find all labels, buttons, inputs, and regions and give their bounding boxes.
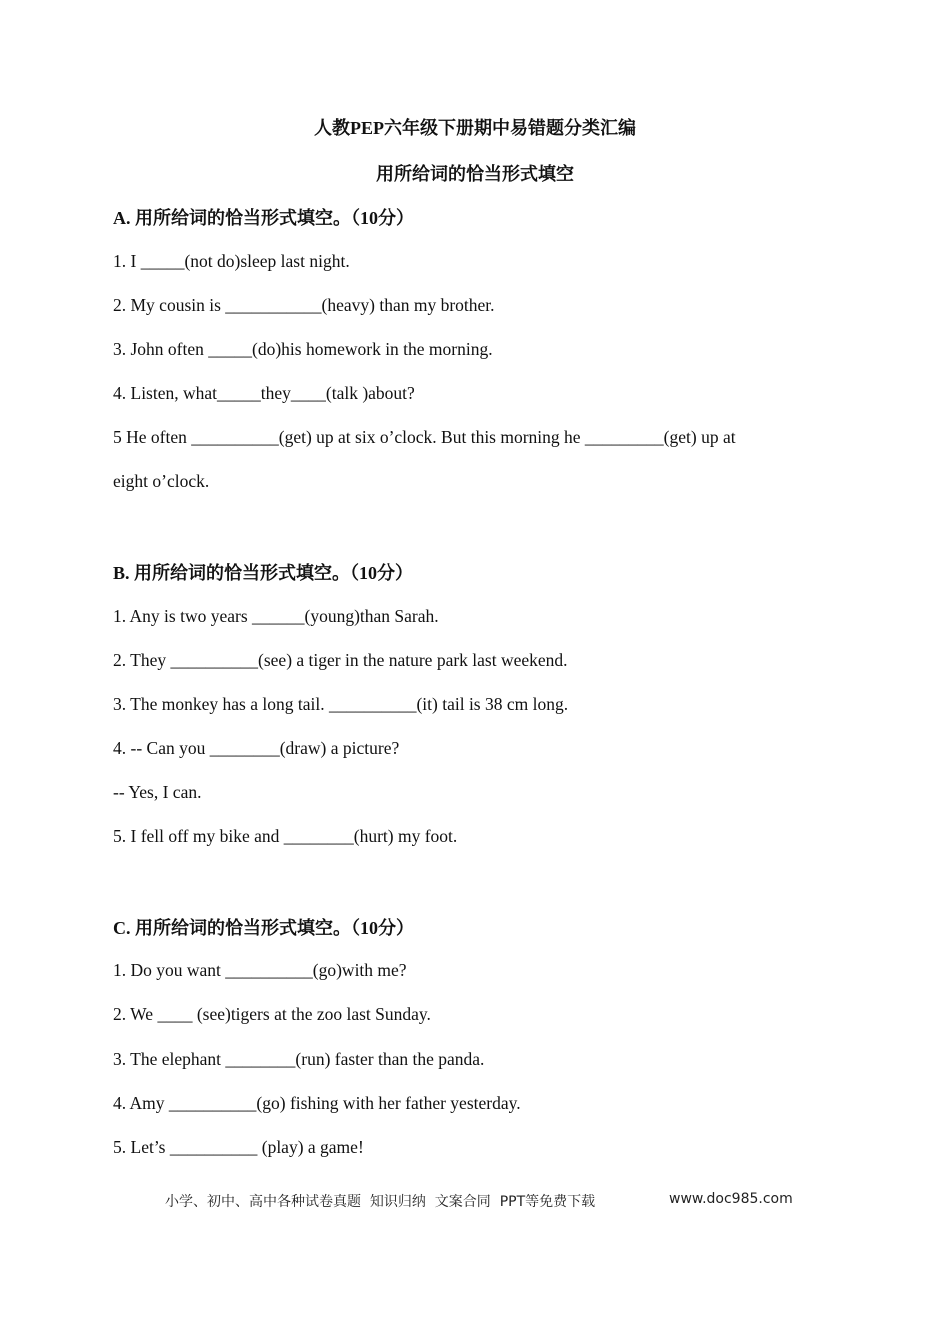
section-a-item-2: 2. My cousin is ___________(heavy) than my brother. [113, 295, 495, 315]
section-b-item-1: 1. Any is two years ______(young)than Sarah. [113, 606, 439, 626]
document-subtitle: 用所给词的恰当形式填空 [376, 164, 574, 184]
section-a-item-5-continued: eight o’clock. [113, 471, 210, 491]
section-b-item-3: 3. The monkey has a long tail. __________(it) tail is 38 cm long. [113, 694, 569, 714]
footer-url[interactable]: www.doc985.com [669, 1191, 793, 1207]
section-c-heading: C. 用所给词的恰当形式填空。（10分） [113, 918, 414, 938]
section-b-heading: B. 用所给词的恰当形式填空。（10分） [113, 563, 414, 583]
section-c-item-3: 3. The elephant ________(run) faster than the panda. [113, 1049, 485, 1069]
document-title: 人教PEP六年级下册期中易错题分类汇编 [314, 118, 636, 138]
section-b-item-4-answer: -- Yes, I can. [113, 782, 202, 802]
footer-text: 小学、初中、高中各种试卷真题 知识归纳 文案合同 PPT等免费下载 [165, 1194, 596, 1210]
section-c-item-4: 4. Amy __________(go) fishing with her father yesterday. [113, 1093, 521, 1113]
section-a-item-1: 1. I _____(not do)sleep last night. [113, 251, 350, 271]
section-c-item-5: 5. Let’s __________ (play) a game! [113, 1137, 364, 1157]
section-c-item-2: 2. We ____ (see)tigers at the zoo last Sunday. [113, 1004, 431, 1024]
section-b-item-4: 4. -- Can you ________(draw) a picture? [113, 738, 400, 758]
section-a-heading: A. 用所给词的恰当形式填空。（10分） [113, 208, 414, 228]
section-a-item-3: 3. John often _____(do)his homework in the morning. [113, 339, 493, 359]
section-a-item-5: 5 He often __________(get) up at six o’clock. But this morning he _________(get) up at [113, 427, 736, 447]
section-c-item-1: 1. Do you want __________(go)with me? [113, 960, 407, 980]
section-a-item-4: 4. Listen, what_____they____(talk )about? [113, 383, 415, 403]
section-b-item-2: 2. They __________(see) a tiger in the nature park last weekend. [113, 650, 568, 670]
section-b-item-5: 5. I fell off my bike and ________(hurt) my foot. [113, 826, 458, 846]
